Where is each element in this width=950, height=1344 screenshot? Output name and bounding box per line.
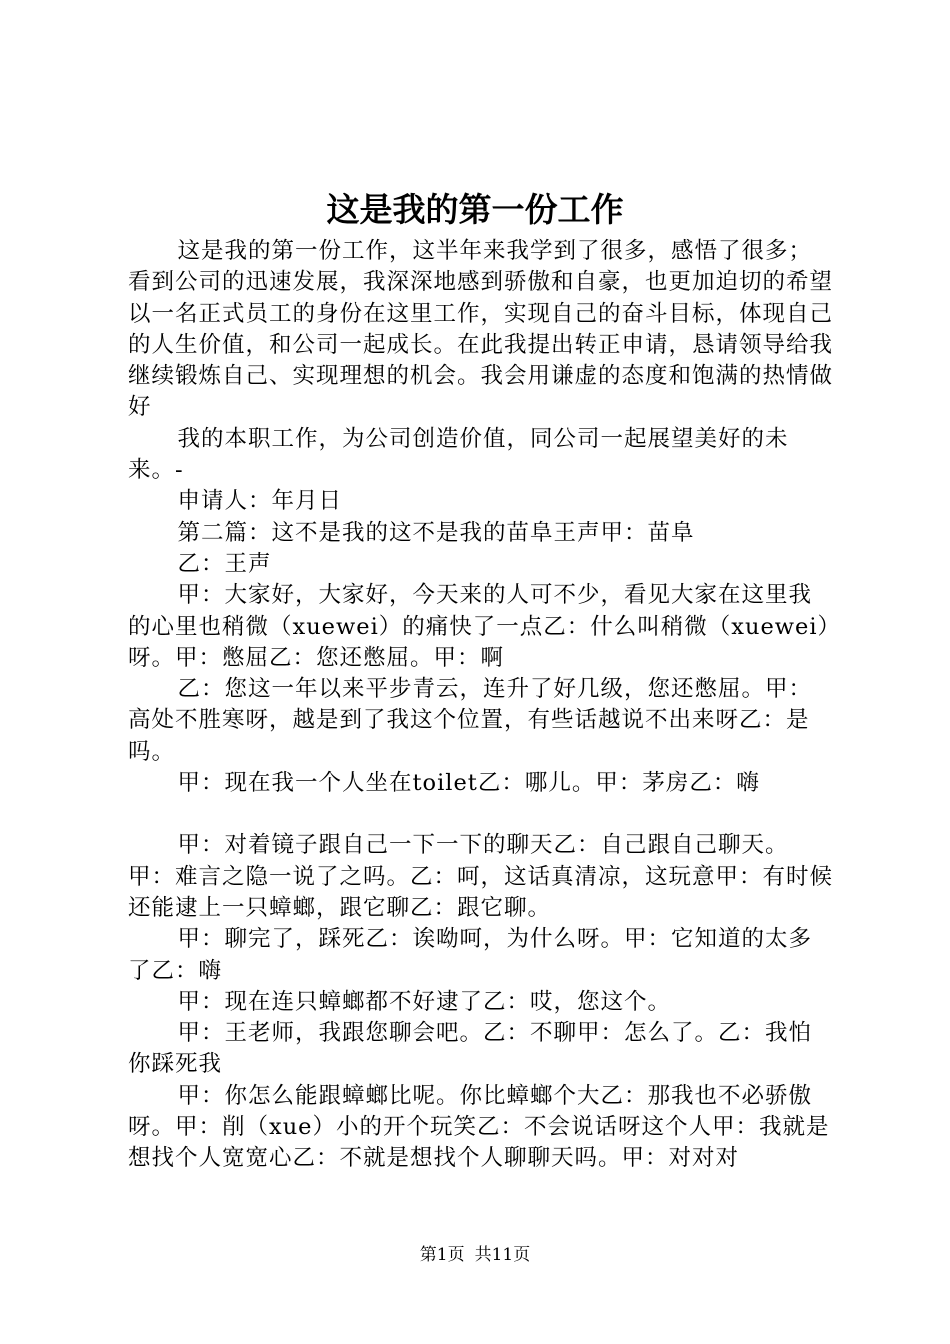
paragraph: 甲：现在连只蟑螂都不好逮了乙：哎，您这个。 <box>177 988 672 1015</box>
document-title: 这是我的第一份工作 <box>326 190 624 229</box>
page-total: 共11页 <box>474 1245 531 1265</box>
paragraph: 这是我的第一份工作，这半年来我学到了很多，感悟了很多；看到公司的迅速发展，我深深地感到骄傲和自豪，也更加迫切的希望以一名正式员工的身份在这里工作，实现自己的奋斗目标，体现自己的人生价值，和公司一起成长。在此我提出转正申请，恳请领导给我继续锻炼自己、实现理想的机会。我会用谦虚的态度和饱满的热情做好 <box>128 238 834 421</box>
paragraph: 甲：你怎么能跟蟑螂比呢。你比蟑螂个大乙：那我也不必骄傲呀。甲：削（xue）小的开个玩笑乙：不会说话呀这个人甲：我就是想找个人宽宽心乙：不就是想找个人聊聊天吗。甲：对对对 <box>128 1082 830 1172</box>
paragraph: 甲：聊完了，踩死乙：诶呦呵，为什么呀。甲：它知道的太多了乙：嗨 <box>128 926 813 984</box>
paragraph: 我的本职工作，为公司创造价值，同公司一起展望美好的未来。- <box>128 425 789 484</box>
document-body <box>128 236 834 1175</box>
paragraph: 甲：王老师，我跟您聊会吧。乙：不聊甲：怎么了。乙：我怕你踩死我 <box>128 1020 813 1078</box>
paragraph: 申请人：年月日 <box>177 488 343 515</box>
paragraph: 甲：对着镜子跟自己一下一下的聊天乙：自己跟自己聊天。甲：难言之隐一说了之吗。乙：呵，这话真清凉，这玩意甲：有时候还能逮上一只蟑螂，跟它聊乙：跟它聊。 <box>128 832 834 921</box>
paragraph: 第二篇：这不是我的这不是我的苗阜王声甲：苗阜 <box>177 519 695 546</box>
page-footer <box>0 1243 950 1267</box>
paragraph: 乙：您这一年以来平步青云，连升了好几级，您还憋屈。甲：高处不胜寒呀，越是到了我这个位置，有些话越说不出来呀乙：是吗。 <box>128 676 813 765</box>
paragraph: 甲：现在我一个人坐在toilet乙：哪儿。甲：茅房乙：嗨 <box>177 770 760 797</box>
page-number: 第1页 <box>419 1245 465 1265</box>
paragraph: 甲：大家好，大家好，今天来的人可不少，看见大家在这里我的心里也稍微（xuewei）的痛快了一点乙：什么叫稍微（xuewei）呀。甲：憋屈乙：您还憋屈。甲：啊 <box>128 582 830 671</box>
paragraph: 乙：王声 <box>177 550 272 577</box>
